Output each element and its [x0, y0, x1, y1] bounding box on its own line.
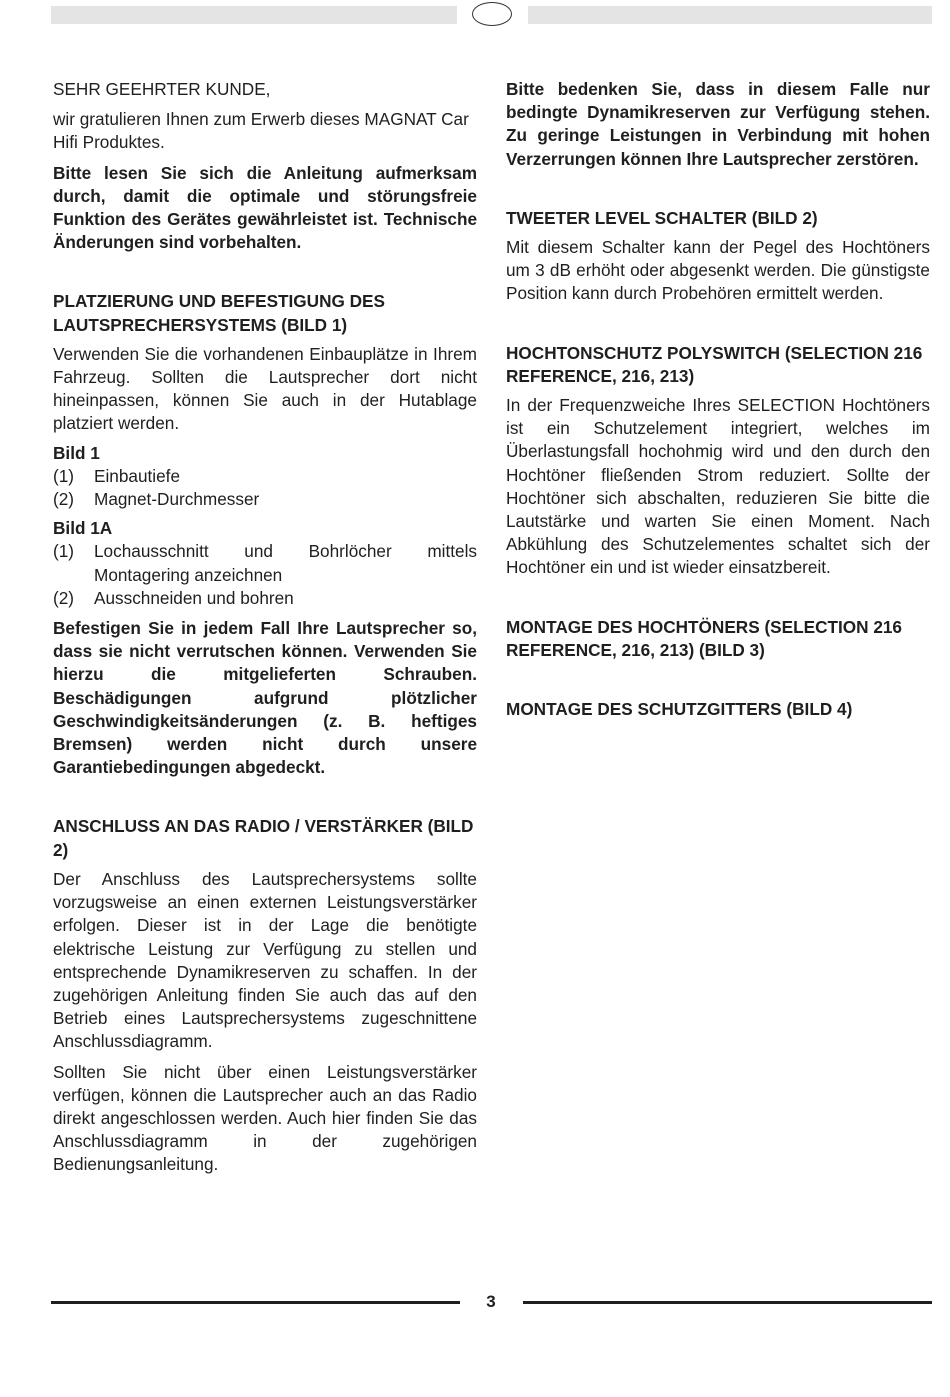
list-item: (2) Magnet-Durchmesser: [53, 489, 260, 510]
header-oval-marker: [472, 2, 512, 26]
footer-rule-left: [51, 1301, 460, 1304]
connection-heading: ANSCHLUSS AN DAS RADIO / VERSTÄRKER (BILD 2): [53, 816, 474, 860]
mounting-heading: MONTAGE DES HOCHTÖNERS (SELECTION 216 REFERENCE, 216, 213) (BILD 3): [506, 616, 902, 660]
tweeter-heading: TWEETER LEVEL SCHALTER (BILD 2): [506, 207, 818, 228]
tweeter-text: Mit diesem Schalter kann der Pegel des Hochtöners um 3 dB erhöht oder abgesenkt werden. Die günstigste Position kann durch Probehören ermittelt werden.: [506, 237, 930, 304]
left-column: [53, 78, 477, 1177]
bild1a-list: [53, 540, 477, 610]
footer-rule-right: [523, 1301, 932, 1304]
protection-text: In der Frequenzweiche Ihres SELECTION Hochtöners ist ein Schutzelement integriert, welches im Überlastungsfall hochohmig wird und den durch den Hochtöner fließenden Strom reduziert. Sollte der Hochtöner sich abschalten, reduzieren Sie bitte die Lautstärke und warten Sie einen Moment. Nach Abkühlung des Schutzelementes schaltet sich der Hochtöner ein und ist wieder einsatzbereit.: [506, 395, 930, 578]
list-item: (2) Ausschneiden und bohren: [53, 587, 294, 608]
grille-heading: MONTAGE DES SCHUTZGITTERS (BILD 4): [506, 699, 853, 720]
page-number: 3: [486, 1292, 496, 1311]
reading-notice: Bitte lesen Sie sich die Anleitung aufmerksam durch, damit die optimale und störungsfreie Funktion des Gerätes gewährleistet ist. Technische Änderungen sind vorbehalten.: [53, 162, 477, 253]
list-item: (1) Einbautiefe: [53, 465, 181, 486]
right-column: [506, 78, 930, 721]
bild1-label: Bild 1: [53, 442, 100, 463]
intro-text: wir gratulieren Ihnen zum Erwerb dieses MAGNAT Car Hifi Produktes.: [53, 109, 469, 153]
header-bar-right: [528, 6, 932, 24]
reserve-warning: Bitte bedenken Sie, dass in diesem Falle nur bedingte Dynamikreserven zur Verfügung stehen. Zu geringe Leistungen in Verbindung mit hohen Verzerrungen können Ihre Lautsprecher zerstören.: [506, 79, 930, 169]
bild1a-label: Bild 1A: [53, 518, 113, 539]
placement-heading: PLATZIERUNG UND BEFESTIGUNG DES LAUTSPRECHERSYSTEMS (BILD 1): [53, 291, 385, 335]
bild1-list: [53, 465, 477, 511]
greeting: SEHR GEEHRTER KUNDE,: [53, 79, 271, 99]
connection-text-2: Sollten Sie nicht über einen Leistungsverstärker verfügen, können die Lautsprecher auch an das Radio direkt angeschlossen werden. Auch hier finden Sie das Anschlussdiagramm in der zugehörigen Bedienungsanleitung.: [53, 1061, 477, 1175]
protection-heading: HOCHTONSCHUTZ POLYSWITCH (SELECTION 216 REFERENCE, 216, 213): [506, 342, 923, 386]
connection-text-1: Der Anschluss des Lautsprechersystems sollte vorzugsweise an einen externen Leistungsverstärker erfolgen. Dieser ist in der Lage die benötigte elektrische Leistung zur Verfügung zu stellen und entsprechende Dynamikreserven zu schaffen. In der zugehörigen Anleitung finden Sie auch das auf den Betrieb eines Lautsprechersystems zugeschnittene Anschlussdiagramm.: [53, 868, 477, 1052]
fastening-warning: Befestigen Sie in jedem Fall Ihre Lautsprecher so, dass sie nicht verrutschen können. Verwenden Sie hierzu die mitgelieferten Schrauben. Beschädigungen aufgrund plötzlicher Geschwindigkeitsänderungen (z. B. heftiges Bremsen) werden nicht durch unsere Garantiebedingungen abgedeckt.: [53, 618, 477, 778]
header-bar-left: [51, 6, 457, 24]
placement-text: Verwenden Sie die vorhandenen Einbauplätze in Ihrem Fahrzeug. Sollten die Lautsprecher dort nicht hineinpassen, können Sie auch in der Hutablage platziert werden.: [53, 343, 477, 434]
list-item: (1) Lochausschnitt und Bohrlöcher mittels Montagering anzeichnen: [53, 541, 477, 585]
